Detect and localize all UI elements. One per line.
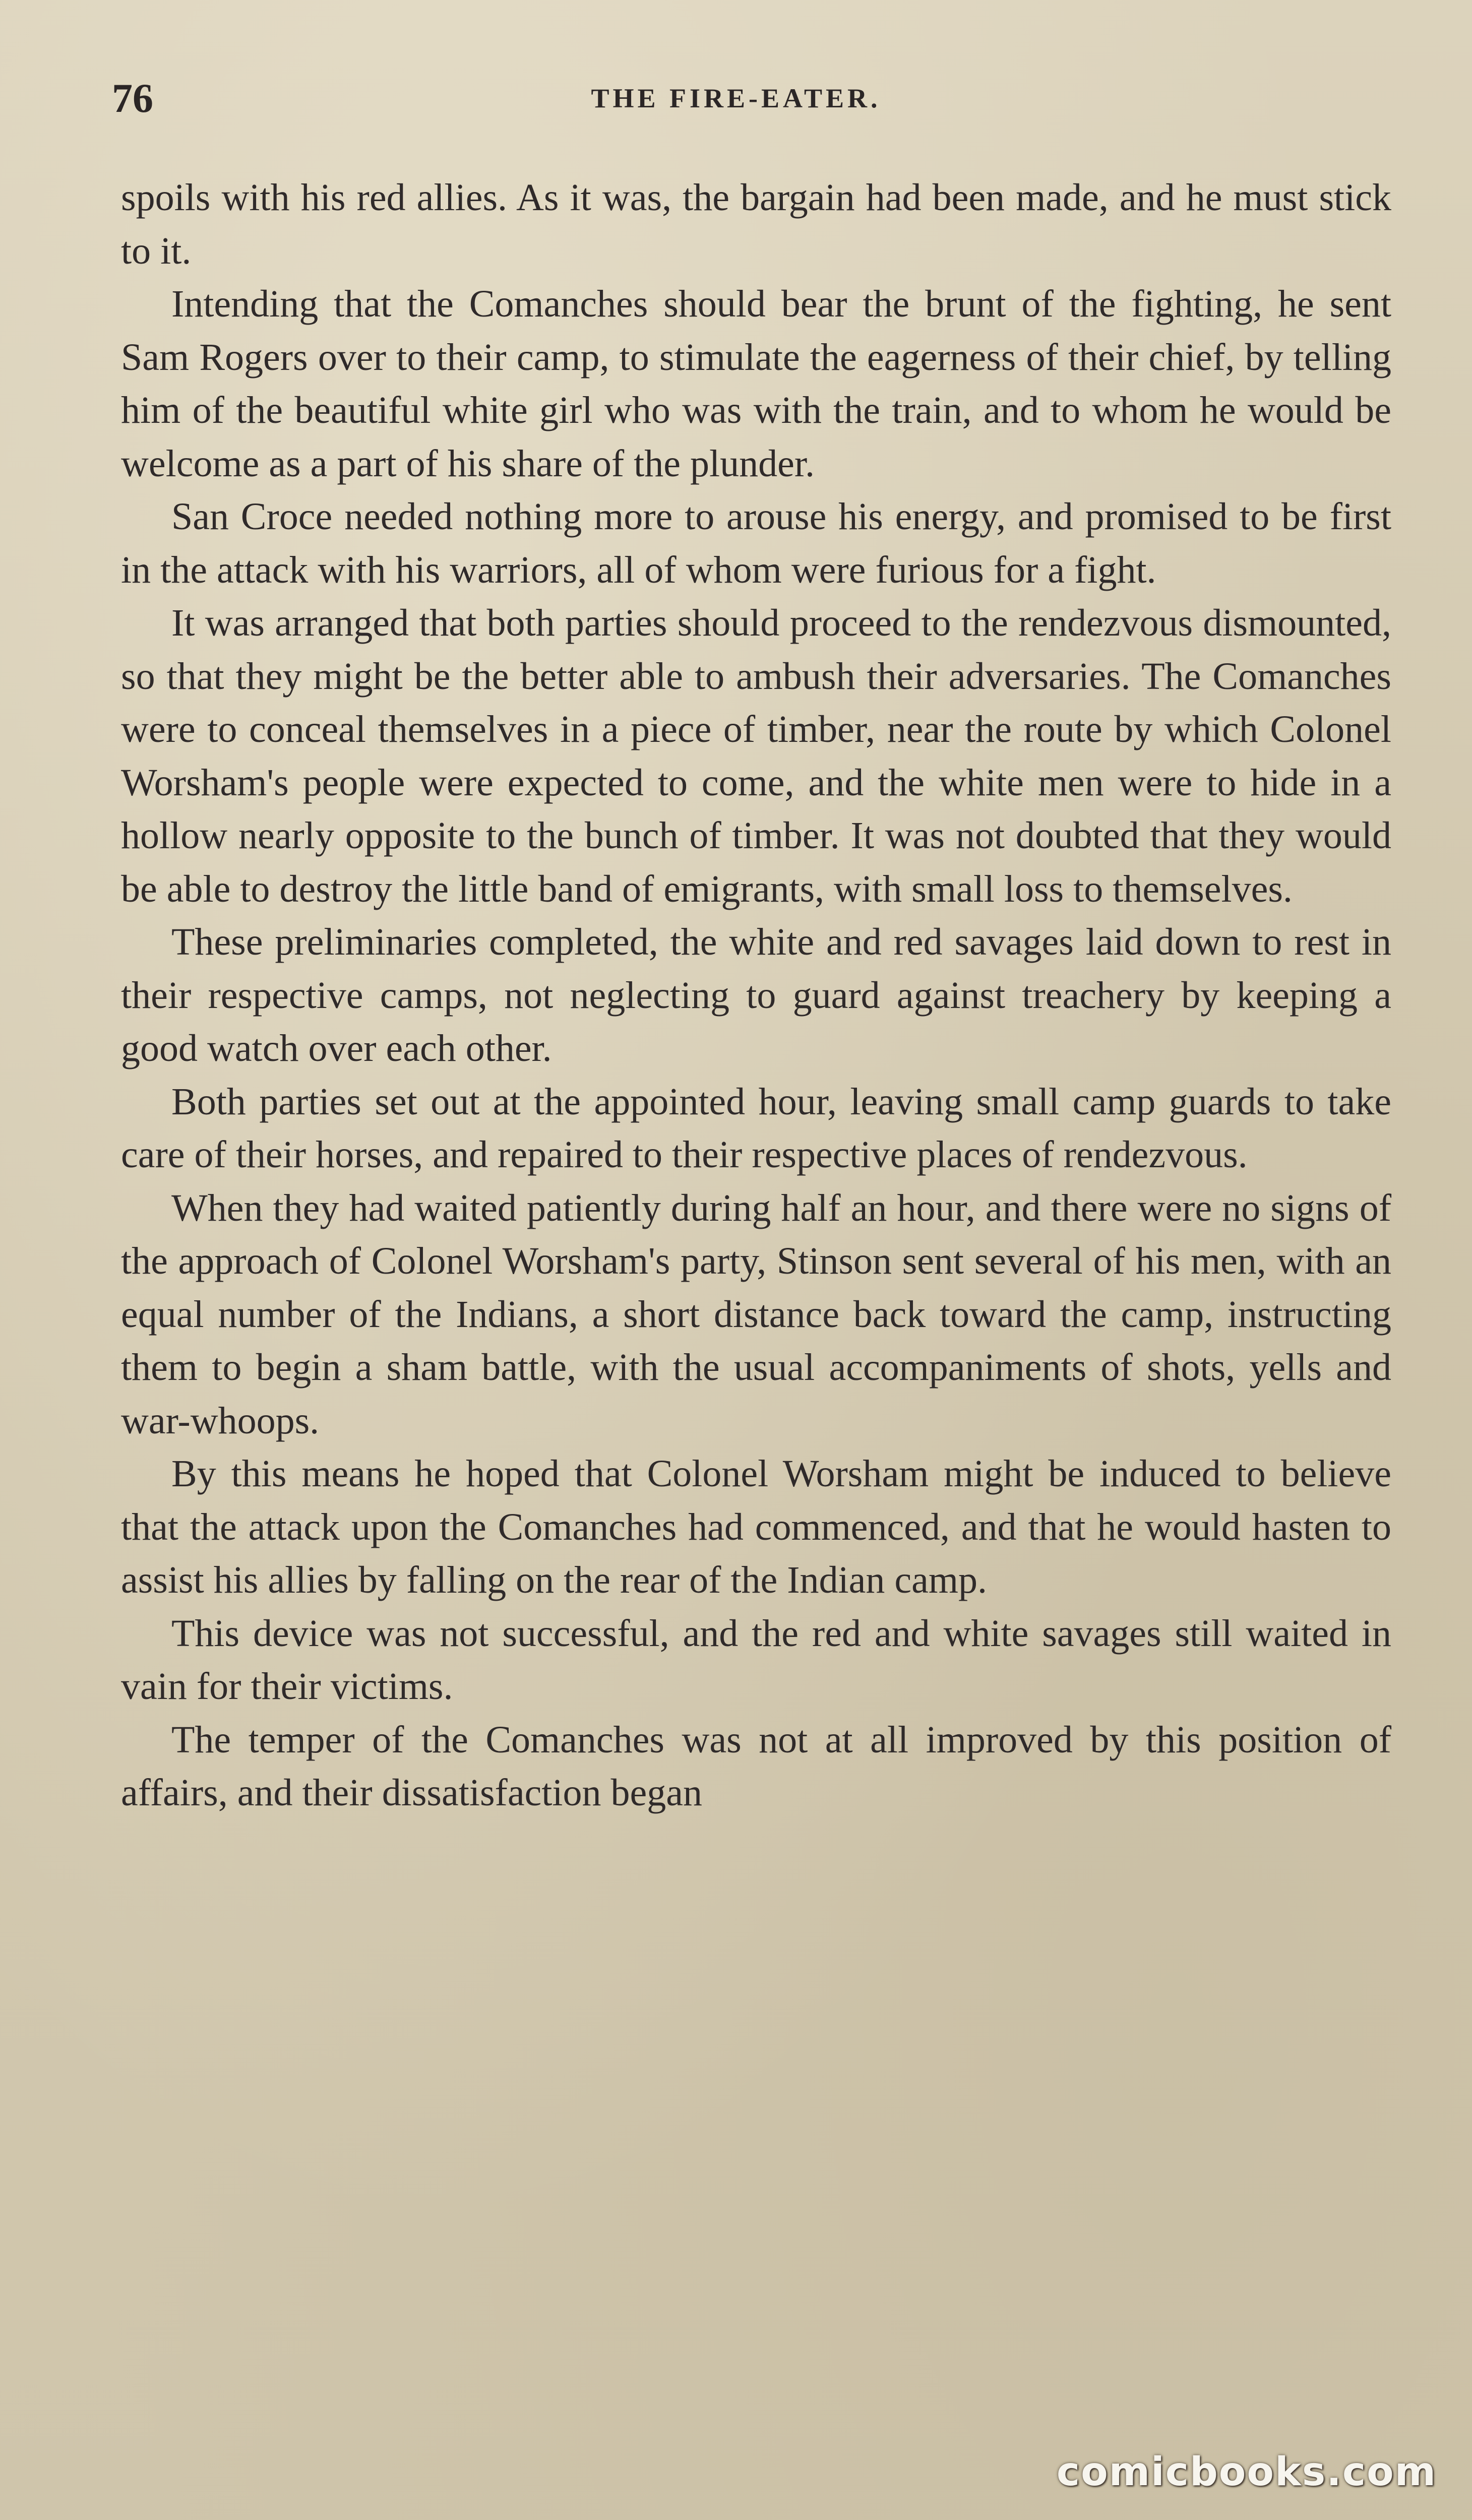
paragraph-8: By this means he hoped that Colonel Worsham might be induced to believe that the attack upon the Comanches had commenced, and that he would hasten to assist his allies by falling on the rear of the Indian camp. [121,1453,1391,1601]
paragraph-3: San Croce needed nothing more to arouse his energy, and promised to be first in the attack with his warriors, all of whom were furious for a fight. [121,495,1391,591]
paragraph-2: Intending that the Comanches should bear the brunt of the fighting, he sent Sam Rogers over to their camp, to stimulate the eagerness of their chief, by telling him of the beautiful white girl who was with the train, and to whom he would be welcome as a part of his share of the plunder. [121,283,1391,485]
body-text [121,171,1391,1820]
running-title: THE FIRE-EATER. [591,83,881,113]
paragraph-7: When they had waited patiently during half an hour, and there were no signs of the approach of Colonel Worsham's party, Stinson sent several of his men, with an equal number of the Indians, a short distance back toward the camp, instructing them to begin a sham battle, with the usual accompaniments of shots, yells and war-whoops. [121,1186,1391,1442]
watermark: comicbooks.com [1056,2449,1437,2495]
paragraph-1: spoils with his red allies. As it was, the bargain had been made, and he must stick to it. [121,176,1391,272]
paragraph-4: It was arranged that both parties should proceed to the rendezvous dismounted, so that they might be the better able to ambush their adversaries. The Comanches were to conceal themselves in a piece of timber, near the route by which Colonel Worsham's people were expected to come, and the white men were to hide in a hollow nearly opposite to the bunch of timber. It was not doubted that they would be able to destroy the little band of emigrants, with small loss to themselves. [121,602,1391,910]
page-number: 76 [112,75,153,121]
paragraph-9: This device was not successful, and the red and white savages still waited in vain for their victims. [121,1612,1391,1708]
paragraph-10: The temper of the Comanches was not at all improved by this position of affairs, and their dissatisfaction began [121,1718,1391,1814]
running-head [0,71,1472,126]
paragraph-6: Both parties set out at the appointed hour, leaving small camp guards to take care of their horses, and repaired to their respective places of rendezvous. [121,1080,1391,1176]
paragraph-5: These preliminaries completed, the white and red savages laid down to rest in their respective camps, not neglecting to guard against treachery by keeping a good watch over each other. [121,921,1391,1069]
